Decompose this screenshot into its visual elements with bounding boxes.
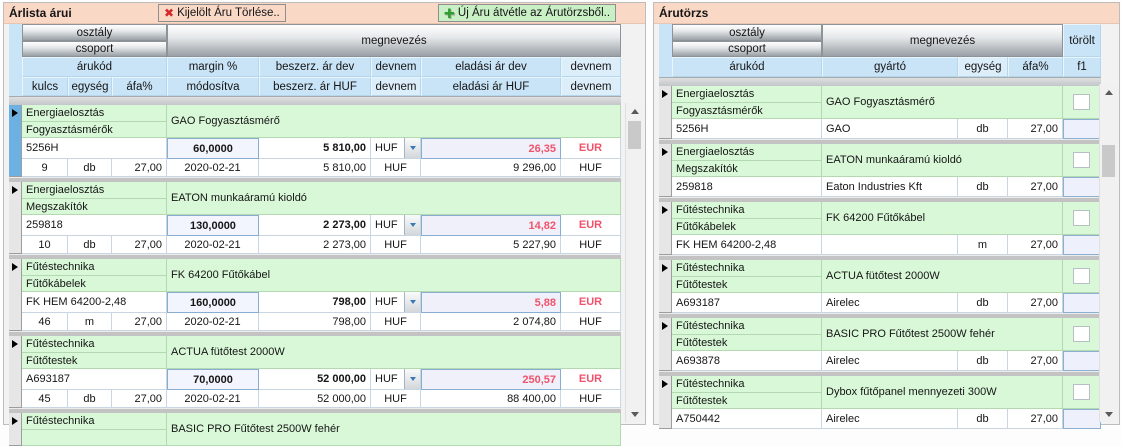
page-title: Árlista árui [9,6,72,20]
cell-egyseg[interactable]: m [68,313,112,331]
cell-modositva[interactable]: 2020-02-21 [167,159,259,177]
cell-eladasi-ar-dev[interactable]: 250,57 [421,369,561,390]
cell-megnevezes[interactable]: GAO Fogyasztásmérő [822,86,1063,119]
cell-afa[interactable]: 27,00 [1008,177,1063,197]
scroll-up-button[interactable] [1100,84,1117,100]
column-header-f1[interactable]: f1 [1063,57,1101,77]
cell-egyseg[interactable]: m [958,235,1008,255]
cell-gyarto[interactable]: Airelec [822,351,958,371]
cell-beszerz-ar-huf[interactable]: 5 810,00 [259,159,371,177]
table-row [9,413,645,446]
column-header-afa[interactable]: áfa% [1008,57,1063,77]
chevron-down-icon [410,223,416,227]
cell-osztaly[interactable]: Energiaelosztás [22,182,167,199]
devnem-value: HUF [375,142,398,154]
column-header-devnem[interactable]: devnem [371,57,421,77]
cell-kulcs[interactable]: 10 [22,236,68,254]
delete-button-label: Kijelölt Áru Törlése.. [177,7,280,19]
column-header-devnem[interactable]: devnem [561,77,621,96]
cell-eladasi-huf-devnem[interactable]: HUF [561,390,621,408]
deleted-checkbox[interactable] [1073,210,1090,226]
dropdown-button[interactable] [404,292,420,312]
column-header-osztaly[interactable]: osztály [22,24,167,41]
cell-egyseg[interactable]: db [958,293,1008,313]
vertical-scrollbar[interactable] [625,103,643,422]
scrollbar-thumb[interactable] [628,121,641,149]
cell-gyarto[interactable] [822,235,958,255]
cell-gyarto[interactable]: GAO [822,119,958,139]
cell-megnevezes[interactable]: Dybox fűtőpanel mennyezeti 300W [822,376,1063,409]
grid-divider [659,77,1101,86]
table-row [9,336,645,408]
cell-csoport[interactable]: Fűtőtestek [22,353,167,369]
cell-arukod[interactable]: FK HEM 64200-2,48 [22,292,167,313]
cell-osztaly[interactable]: Energiaelosztás [672,144,822,161]
cell-afa[interactable]: 27,00 [112,313,167,331]
table-row [9,182,645,254]
cell-kulcs[interactable]: 46 [22,313,68,331]
column-header-egyseg[interactable]: egység [958,57,1008,77]
cell-gyarto[interactable]: Airelec [822,293,958,313]
cell-arukod[interactable]: A750442 [672,409,822,429]
cell-csoport[interactable]: Megszakítók [672,161,822,177]
table-row [659,318,1119,371]
row-selector[interactable] [9,105,22,177]
cell-egyseg[interactable]: db [68,390,112,408]
cell-egyseg[interactable]: db [68,236,112,254]
cell-arukod[interactable]: A693187 [22,369,167,390]
cell-osztaly[interactable]: Fűtéstechnika [22,413,167,430]
chevron-down-icon [410,146,416,150]
cell-modositva[interactable]: 2020-02-21 [167,390,259,408]
cell-afa[interactable]: 27,00 [112,236,167,254]
cell-eladasi-devnem[interactable]: EUR [561,292,621,313]
cell-csoport[interactable]: Fűtőtestek [672,335,822,351]
cell-megnevezes[interactable]: EATON munkaáramú kioldó [822,144,1063,177]
scroll-down-button[interactable] [1100,406,1117,422]
column-header-csoport[interactable]: csoport [22,41,167,57]
cell-afa[interactable]: 27,00 [112,390,167,408]
deleted-checkbox[interactable] [1073,268,1090,284]
cell-eladasi-ar-huf[interactable]: 5 227,90 [421,236,561,254]
delete-x-icon: ✖ [164,6,175,20]
cell-eladasi-ar-huf[interactable]: 9 296,00 [421,159,561,177]
column-header-eladasi-ar-dev[interactable]: eladási ár dev [421,57,561,77]
chevron-down-icon [410,377,416,381]
row-selector[interactable] [659,376,672,429]
price-list-panel [3,2,646,435]
cell-arukod[interactable]: 5256H [672,119,822,139]
cell-torolt [1063,376,1101,409]
cell-beszerz-huf-devnem[interactable]: HUF [371,236,421,254]
cell-osztaly[interactable]: Energiaelosztás [672,86,822,103]
row-arrow-icon [12,109,18,117]
cell-beszerz-huf-devnem[interactable]: HUF [371,313,421,331]
product-master-titlebar [654,3,1119,24]
table-row [659,86,1119,139]
cell-egyseg[interactable]: db [958,177,1008,197]
scroll-down-button[interactable] [626,406,643,422]
cell-margin[interactable]: 160,0000 [167,292,259,313]
row-selector[interactable] [9,336,22,408]
cell-afa[interactable]: 27,00 [1008,119,1063,139]
cell-beszerz-ar-dev[interactable]: 5 810,00 [259,138,371,159]
column-header-beszerz-ar-dev[interactable]: beszerz. ár dev [259,57,371,77]
cell-f1[interactable] [1063,293,1101,313]
column-header-devnem[interactable]: devnem [561,57,621,77]
cell-csoport[interactable]: Fűtőkábelek [672,219,822,235]
cell-egyseg[interactable]: db [958,351,1008,371]
column-header-gyarto[interactable]: gyártó [822,57,958,77]
cell-eladasi-devnem[interactable]: EUR [561,138,621,159]
cell-torolt [1063,144,1101,177]
cell-csoport[interactable]: Fűtőtestek [672,277,822,293]
cell-beszerz-ar-dev[interactable]: 798,00 [259,292,371,313]
cell-csoport[interactable]: Fűtőtestek [672,393,822,409]
cell-modositva[interactable]: 2020-02-21 [167,236,259,254]
cell-torolt [1063,86,1101,119]
column-header-csoport[interactable]: csoport [672,41,822,57]
cell-beszerz-ar-huf[interactable]: 52 000,00 [259,390,371,408]
cell-arukod[interactable]: 5256H [22,138,167,159]
vertical-scrollbar[interactable] [1099,84,1117,422]
column-header-kulcs[interactable]: kulcs [22,77,68,96]
row-arrow-icon [662,206,668,214]
row-selector[interactable] [659,144,672,197]
column-header-arukod[interactable]: árukód [672,57,822,77]
header-corner [9,24,22,96]
devnem-combobox[interactable] [371,138,421,159]
scroll-up-icon [631,109,639,114]
add-button-label: Új Áru átvétle az Árutörzsből.. [457,7,611,19]
cell-csoport[interactable]: Megszakítók [22,199,167,215]
cell-osztaly[interactable]: Energiaelosztás [22,105,167,122]
cell-megnevezes[interactable]: EATON munkaáramú kioldó [167,182,621,215]
column-header-eladasi-ar-huf[interactable]: eladási ár HUF [421,77,561,96]
dropdown-button[interactable] [404,215,420,235]
dropdown-button[interactable] [404,369,420,389]
devnem-combobox[interactable] [371,369,421,390]
table-row [659,260,1119,313]
cell-eladasi-huf-devnem[interactable]: HUF [561,313,621,331]
row-selector[interactable] [659,202,672,255]
column-header-megnevezes[interactable]: megnevezés [822,24,1063,57]
add-plus-icon: ✚ [444,5,455,21]
devnem-value: HUF [375,296,398,308]
cell-torolt [1063,202,1101,235]
column-header-modositva[interactable]: módosítva [167,77,259,96]
devnem-value: HUF [375,373,398,385]
cell-kulcs[interactable]: 9 [22,159,68,177]
cell-beszerz-ar-dev[interactable]: 52 000,00 [259,369,371,390]
row-arrow-icon [662,380,668,388]
cell-csoport[interactable] [22,430,167,446]
cell-torolt [1063,260,1101,293]
deleted-checkbox[interactable] [1073,384,1090,400]
row-arrow-icon [12,340,18,348]
row-arrow-icon [662,322,668,330]
cell-osztaly[interactable]: Fűtéstechnika [22,336,167,353]
cell-egyseg[interactable]: db [68,159,112,177]
cell-margin[interactable]: 70,0000 [167,369,259,390]
cell-beszerz-ar-huf[interactable]: 2 273,00 [259,236,371,254]
cell-afa[interactable]: 27,00 [1008,293,1063,313]
cell-f1[interactable] [1063,235,1101,255]
cell-beszerz-ar-dev[interactable]: 2 273,00 [259,215,371,236]
cell-megnevezes[interactable]: ACTUA fütőtest 2000W [822,260,1063,293]
cell-afa[interactable]: 27,00 [1008,351,1063,371]
cell-eladasi-huf-devnem[interactable]: HUF [561,236,621,254]
cell-torolt [1063,318,1101,351]
chevron-down-icon [410,300,416,304]
row-arrow-icon [12,417,18,425]
devnem-combobox[interactable] [371,215,421,236]
cell-megnevezes[interactable]: FK 64200 Fűtőkábel [822,202,1063,235]
column-header-arukod[interactable]: árukód [22,57,167,77]
table-row [9,259,645,331]
cell-margin[interactable]: 60,0000 [167,138,259,159]
row-arrow-icon [662,90,668,98]
cell-osztaly[interactable]: Fűtéstechnika [672,318,822,335]
cell-eladasi-ar-huf[interactable]: 2 074,80 [421,313,561,331]
grid-divider [9,96,621,105]
column-header-beszerz-ar-huf[interactable]: beszerz. ár HUF [259,77,371,96]
row-selector[interactable] [9,259,22,331]
cell-csoport[interactable]: Fűtőkábelek [22,276,167,292]
scroll-up-button[interactable] [626,103,643,119]
devnem-combobox[interactable] [371,292,421,313]
cell-f1[interactable] [1063,351,1101,371]
cell-gyarto[interactable]: Eaton Industries Kft [822,177,958,197]
cell-osztaly[interactable]: Fűtéstechnika [672,260,822,277]
product-master-header [659,24,1119,77]
row-selector[interactable] [659,86,672,139]
page-title: Árutörzs [659,6,709,20]
cell-egyseg[interactable]: db [958,119,1008,139]
column-header-egyseg[interactable]: egység [68,77,112,96]
add-item-from-master-button[interactable] [438,4,616,22]
cell-osztaly[interactable]: Fűtéstechnika [672,202,822,219]
devnem-value: HUF [375,219,398,231]
scroll-down-icon [631,412,639,417]
cell-modositva[interactable]: 2020-02-21 [167,313,259,331]
cell-arukod[interactable]: 259818 [672,177,822,197]
cell-megnevezes[interactable]: BASIC PRO Fűtőtest 2500W fehér [822,318,1063,351]
cell-f1[interactable] [1063,119,1101,139]
cell-arukod[interactable]: FK HEM 64200-2,48 [672,235,822,255]
cell-afa[interactable]: 27,00 [112,159,167,177]
price-list-titlebar [4,3,645,24]
cell-f1[interactable] [1063,409,1101,429]
scrollbar-thumb[interactable] [1102,145,1115,177]
row-selector[interactable] [659,260,672,313]
cell-arukod[interactable]: A693878 [672,351,822,371]
row-arrow-icon [12,263,18,271]
cell-megnevezes[interactable]: GAO Fogyasztásmérő [167,105,621,138]
cell-megnevezes[interactable]: FK 64200 Fűtőkábel [167,259,621,292]
cell-eladasi-ar-dev[interactable]: 5,88 [421,292,561,313]
cell-afa[interactable]: 27,00 [1008,409,1063,429]
column-header-devnem[interactable]: devnem [371,77,421,96]
row-arrow-icon [662,264,668,272]
row-arrow-icon [662,148,668,156]
cell-margin[interactable]: 130,0000 [167,215,259,236]
deleted-checkbox[interactable] [1073,94,1090,110]
cell-beszerz-huf-devnem[interactable]: HUF [371,159,421,177]
row-selector[interactable] [9,413,22,446]
cell-arukod[interactable]: 259818 [22,215,167,236]
table-row [659,202,1119,255]
table-row [9,105,645,177]
cell-eladasi-devnem[interactable]: EUR [561,215,621,236]
scroll-up-icon [1105,90,1113,95]
row-selector[interactable] [659,318,672,371]
cell-kulcs[interactable]: 45 [22,390,68,408]
cell-afa[interactable]: 27,00 [1008,235,1063,255]
cell-eladasi-devnem[interactable]: EUR [561,369,621,390]
deleted-checkbox[interactable] [1073,152,1090,168]
cell-eladasi-ar-huf[interactable]: 88 400,00 [421,390,561,408]
row-selector[interactable] [9,182,22,254]
cell-gyarto[interactable]: Airelec [822,409,958,429]
header-corner [659,24,672,77]
table-row [659,144,1119,197]
deleted-checkbox[interactable] [1073,326,1090,342]
cell-csoport[interactable]: Fogyasztásmérők [22,122,167,138]
delete-selected-item-button[interactable] [158,4,286,22]
cell-beszerz-huf-devnem[interactable]: HUF [371,390,421,408]
column-header-megnevezes[interactable]: megnevezés [167,24,621,57]
column-header-margin[interactable]: margin % [167,57,259,77]
column-header-osztaly[interactable]: osztály [672,24,822,41]
dropdown-button[interactable] [404,138,420,158]
column-header-torolt[interactable]: törölt [1063,24,1101,57]
cell-f1[interactable] [1063,177,1101,197]
cell-eladasi-huf-devnem[interactable]: HUF [561,159,621,177]
cell-beszerz-ar-huf[interactable]: 798,00 [259,313,371,331]
row-arrow-icon [12,186,18,194]
cell-megnevezes[interactable]: BASIC PRO Fűtőtest 2500W fehér [167,413,621,446]
cell-csoport[interactable]: Fogyasztásmérők [672,103,822,119]
product-master-panel [653,2,1120,425]
price-list-header [9,24,645,96]
cell-osztaly[interactable]: Fűtéstechnika [672,376,822,393]
cell-osztaly[interactable]: Fűtéstechnika [22,259,167,276]
cell-egyseg[interactable]: db [958,409,1008,429]
scroll-down-icon [1105,412,1113,417]
column-header-afa[interactable]: áfa% [112,77,167,96]
cell-eladasi-ar-dev[interactable]: 14,82 [421,215,561,236]
cell-arukod[interactable]: A693187 [672,293,822,313]
cell-eladasi-ar-dev[interactable]: 26,35 [421,138,561,159]
cell-megnevezes[interactable]: ACTUA fütőtest 2000W [167,336,621,369]
table-row [659,376,1119,429]
